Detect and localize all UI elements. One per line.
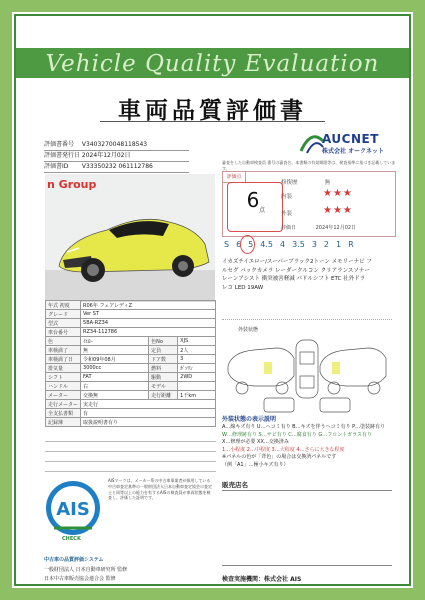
spec-value: 実走行: [81, 400, 216, 409]
spec-key: 燃料: [149, 364, 178, 373]
spec-value: 令和09年08月: [81, 355, 149, 364]
spec-key: 年式 初度: [46, 301, 81, 310]
notes-area: [45, 432, 216, 472]
footer-supervisor-2: 日本中古車販売協会連合会 監修: [44, 576, 116, 582]
scale-item: 3: [311, 240, 317, 249]
footer-supervisor-1: 一般財団法人 日本自動車研究所 監修: [44, 567, 128, 573]
logo-subtitle: 株式会社 オークネット: [322, 148, 385, 155]
meta-row-number: [44, 142, 147, 148]
spec-row: [46, 391, 216, 400]
scale-item: 2: [323, 240, 330, 249]
legend-note: ※パネルの色が「背色」の場合は交換済パネルです: [222, 454, 337, 460]
spec-key: ハンドル: [46, 382, 81, 391]
diagram-label: 外装状態: [238, 327, 259, 333]
spec-value: 5BA-RZ34: [81, 319, 216, 328]
repair-history-value: 無: [324, 180, 331, 186]
score-tag: 評価点: [223, 172, 246, 183]
spec-key: 型式: [46, 319, 81, 328]
note-line: [45, 442, 216, 452]
repair-history-row: [281, 178, 330, 186]
spec-value: RZ34-112786: [81, 328, 216, 337]
equipment-line: レーンアシスト 衝突被害軽減 パドルシフト ETC 社外ドラ: [222, 276, 366, 283]
equipment-line: ルセグ バックカメラ レーダークルコン クリアランスソナー: [222, 267, 370, 274]
spec-row: [46, 328, 216, 337]
meta-divider: [44, 161, 189, 162]
scale-item: 3.5: [292, 240, 305, 249]
evaluation-date-value: 2024年12月02日: [315, 225, 357, 231]
spec-key: メーター: [46, 391, 81, 400]
banner-title: Vehicle Quality Evaluation: [45, 51, 380, 77]
notice-text: 審査をした自動車検査員 番号の審査名、本書類の有効期限等は、検査基準に基づき記載しています。: [222, 160, 396, 171]
spec-row: [46, 355, 216, 364]
score-panel: [222, 171, 396, 237]
spec-key: 定員: [149, 346, 178, 355]
spec-row: [46, 319, 216, 328]
ais-check-text: CHECK: [62, 536, 81, 542]
ais-description: AISマークは、メーカー系の中古車事業者が採用している中古車査定基準の一般財団法人日本自動車査定協会の査定士と同等以上の能力を有するAISの検査員が車両状態を検査し、評価した証明です。: [108, 478, 212, 501]
spec-key: 排気量: [46, 364, 81, 373]
scale-item: 5: [248, 240, 254, 249]
note-line: [45, 452, 216, 462]
scale-item: R: [348, 240, 354, 249]
spec-value: [178, 382, 216, 391]
spec-value: 取扱説明書有り: [81, 418, 216, 427]
spec-key: モデル: [149, 382, 178, 391]
spec-row: [46, 373, 216, 382]
spec-value: 無: [81, 346, 149, 355]
spec-row: [46, 382, 216, 391]
spec-key: 全支払書類: [46, 409, 81, 418]
interior-row: [281, 192, 309, 200]
meta-key: 評価書ID: [44, 163, 69, 170]
note-line: [45, 432, 216, 442]
legend-line: A…線キズ有り U…ヘコミ有り B…キズを伴うヘコミ有り P…塗装跡有り: [222, 424, 386, 430]
scale-item: 1: [336, 240, 342, 249]
vehicle-photo: [45, 174, 215, 302]
spec-key: 車台番号: [46, 328, 81, 337]
svg-text:AIS: AIS: [56, 499, 90, 520]
spec-value: 有: [81, 409, 216, 418]
evaluation-date-label: 評価日: [281, 225, 297, 231]
spec-row: [46, 310, 216, 319]
exterior-label: 外装: [281, 211, 293, 217]
logo-name: AUCNET: [322, 132, 379, 146]
dealer-brand-text: n Group: [47, 178, 97, 191]
legend-line: 1…小程度 2…中程度 3…大程度 4…さらに大きな程度: [222, 446, 345, 453]
spec-key: 走行メーター: [46, 400, 81, 409]
spec-value: R06年 フェアレディZ: [81, 301, 216, 310]
spec-row: [46, 301, 216, 310]
title-divider: [100, 121, 325, 122]
spec-key: 車検満了日: [46, 355, 81, 364]
exterior-diagram: [224, 332, 392, 414]
meta-row-id: [44, 164, 153, 170]
exterior-legend: [222, 415, 394, 469]
scale-selected-ring: [240, 235, 255, 254]
spec-value: FAT: [81, 373, 149, 382]
inspection-agency: 検査実施機関：株式会社 AIS: [222, 576, 302, 583]
spec-row: [46, 418, 216, 427]
equipment-line: イカズチイエロー/スーパーブラック2トーン メモリーナビ フ: [222, 259, 372, 265]
equipment-divider: [222, 319, 392, 320]
spec-value: 右: [81, 382, 149, 391]
spec-key: 色: [46, 337, 81, 346]
equipment-line: レコ LED 19AW: [222, 284, 264, 291]
dealer-name-label: 販売店名: [222, 481, 248, 489]
evaluation-date-row: [281, 224, 356, 231]
meta-value: V340327004811854​3: [81, 141, 148, 148]
spec-key: 駆動: [149, 373, 178, 382]
equipment-list: [222, 258, 398, 292]
meta-key: 評価書番号: [44, 141, 75, 148]
exterior-stars: ★★★: [323, 205, 353, 216]
ais-check-logo-icon: [44, 478, 102, 554]
interior-stars: ★★★: [323, 188, 353, 199]
score-unit: 点: [259, 207, 266, 214]
spec-key: 走行距離: [149, 391, 178, 400]
repair-history-label: 修復歴: [281, 180, 298, 186]
spec-row: [46, 400, 216, 409]
spec-value: ｲｴﾛｰ: [81, 337, 149, 346]
meta-row-date: [44, 153, 130, 159]
meta-value: V33350232 061112786: [81, 163, 153, 170]
spec-key: ドア数: [149, 355, 178, 364]
spec-key: 色No: [149, 337, 178, 346]
spec-table: [45, 300, 216, 427]
exterior-row: [281, 209, 309, 217]
page-title: 車両品質評価書: [118, 97, 307, 124]
spec-value: 2人: [178, 346, 216, 355]
spec-key: 記録簿: [46, 418, 81, 427]
ais-caption: 中古車の品質評価システム: [44, 557, 104, 563]
spec-value: 3: [178, 355, 216, 364]
scale-item: S: [224, 240, 230, 249]
spec-value: 交換無: [81, 391, 149, 400]
meta-divider: [44, 172, 189, 173]
spec-value: 1千km: [178, 391, 216, 400]
spec-value: ｶﾞｿﾘﾝ: [178, 364, 216, 373]
meta-divider: [44, 150, 189, 151]
meta-value: 2024年12月02日: [81, 152, 131, 159]
spec-key: 車検満了: [46, 346, 81, 355]
spec-value: 3000cc: [81, 364, 149, 373]
legend-note: （例「A1」…極小キズ有り）: [222, 461, 289, 468]
scale-item: 4.5: [260, 240, 273, 249]
spec-row: [46, 364, 216, 373]
overall-score: 6: [246, 188, 260, 212]
scale-item: 4: [280, 240, 286, 249]
spec-value: XJS: [178, 337, 216, 346]
spec-row: [46, 337, 216, 346]
legend-title: 外装状態の表示説明: [222, 416, 277, 423]
note-line: [45, 462, 216, 472]
dealer-divider: [222, 565, 392, 566]
car-illustration: [45, 174, 215, 302]
meta-key: 評価書発行日: [44, 152, 81, 159]
interior-label: 内装: [281, 194, 293, 200]
scale-item: 6: [236, 240, 242, 249]
spec-row: [46, 409, 216, 418]
spec-value: 2WD: [178, 373, 216, 382]
legend-line: W…修理跡有り S…サビ有り C…腐食有り G…フロントガラス有り: [222, 431, 372, 438]
dealer-divider: [222, 490, 392, 491]
spec-key: グレード: [46, 310, 81, 319]
spec-row: [46, 346, 216, 355]
spec-key: シフト: [46, 373, 81, 382]
spec-value: Ver ST: [81, 310, 216, 319]
legend-line: X…修理が必要 XX…交換済み: [222, 439, 289, 445]
